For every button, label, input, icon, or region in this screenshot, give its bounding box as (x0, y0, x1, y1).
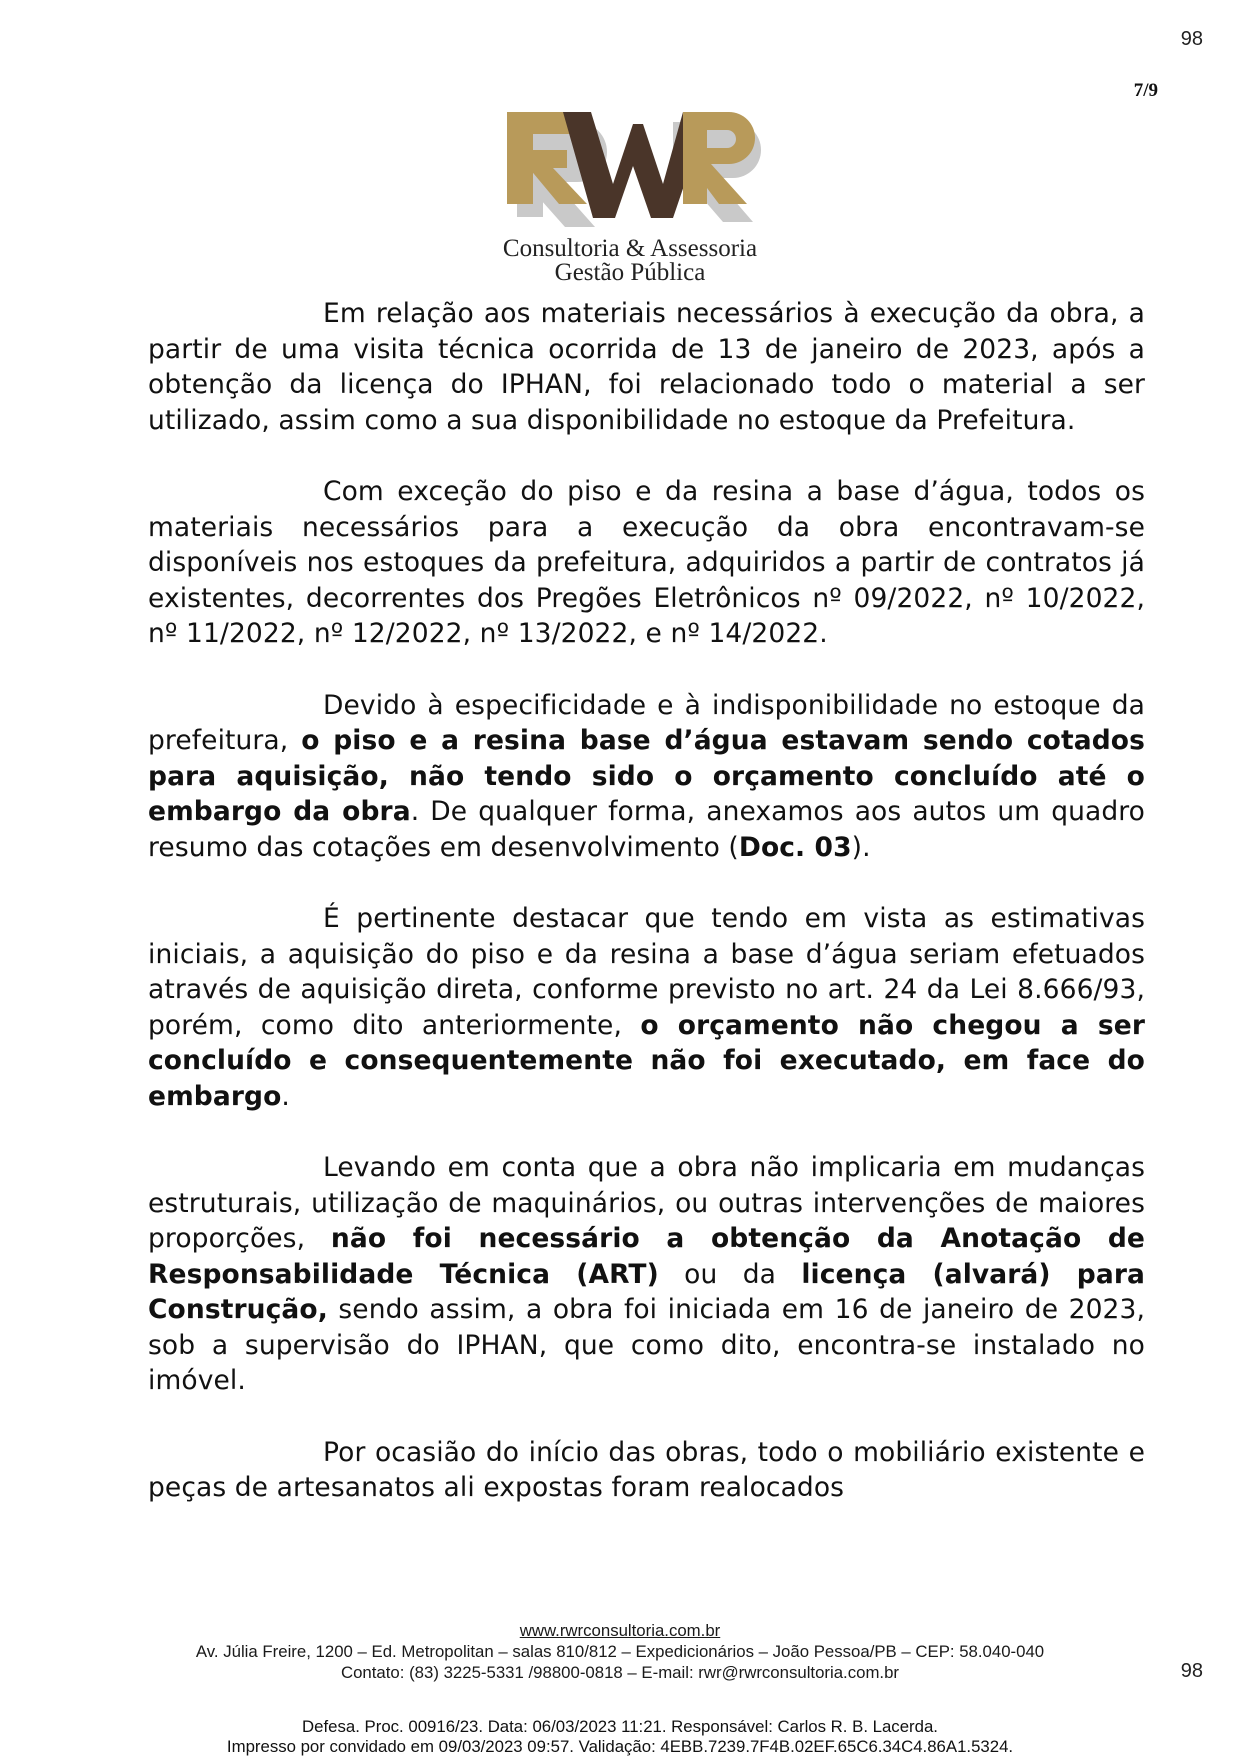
bold-text-segment: Doc. 03 (738, 831, 852, 863)
website-link[interactable]: www.rwrconsultoria.com.br (519, 1621, 721, 1640)
text-segment: . De qualquer forma, anexamos aos autos um quadro resumo das cotações em desenvolvimento ( (148, 796, 1145, 863)
text-segment: É pertinente destacar que tendo em vista as estimativas iniciais, a aquisição do piso e da resina a base d’água seriam efetuados através de aquisição direta, conforme previsto no art. 24 da Lei 8.666/93, porém, como dito anteriormente, (148, 903, 1145, 1041)
text-segment: Levando em conta que a obra não implicaria em mudanças estruturais, utilização de maquinários, ou outras intervenções de maiores proporções, (148, 1152, 1145, 1254)
page-counter: 7/9 (1133, 80, 1158, 101)
paragraph (148, 474, 1145, 652)
paragraph (148, 688, 1145, 866)
page-stamp-top: 98 (1180, 28, 1203, 50)
page-stamp-bottom: 98 (1180, 1660, 1203, 1682)
bold-text-segment: o orçamento não chegou a ser concluído e consequentemente não foi executado, em face do embargo (148, 1009, 1145, 1112)
company-logo (493, 100, 775, 230)
validation-line-2: Impresso por convidado em 09/03/2023 09:57. Validação: 4EBB.7239.7F4B.02EF.65C6.34C4.86A1.5324. (226, 1737, 1014, 1756)
letterhead-footer (120, 1620, 1120, 1683)
paragraph (148, 296, 1145, 438)
text-segment: Com exceção do piso e da resina a base d’água, todos os materiais necessários para a execução da obra encontravam-se disponíveis nos estoques da prefeitura, adquiridos a partir de contratos já existentes, decorrentes dos Pregões Eletrônicos nº 09/2022, nº 10/2022, nº 11/2022, nº 12/2022, nº 13/2022, e nº 14/2022. (148, 476, 1145, 649)
text-segment: . (281, 1080, 290, 1112)
paragraph (148, 901, 1145, 1114)
text-segment: ). (851, 831, 871, 863)
paragraph (148, 1435, 1145, 1506)
text-segment: ou da (658, 1258, 802, 1290)
text-segment: Devido à especificidade e à indisponibilidade no estoque da prefeitura, (148, 689, 1145, 756)
footer-address: Av. Júlia Freire, 1200 – Ed. Metropolitan – salas 810/812 – Expedicionários – João Pessoa/PB – CEP: 58.040-040 (195, 1642, 1045, 1661)
bold-text-segment: o piso e a resina base d’água estavam sendo cotados para aquisição, não tendo sido o orçamento concluído até o embargo da obra (148, 725, 1145, 827)
company-tagline (420, 237, 840, 285)
validation-stamp (100, 1717, 1140, 1757)
footer-contact: Contato: (83) 3225-5331 /98800-0818 – E-mail: rwr@rwrconsultoria.com.br (340, 1663, 900, 1682)
tagline-line-1: Consultoria & Assessoria (502, 235, 758, 262)
text-segment: Em relação aos materiais necessários à execução da obra, a partir de uma visita técnica ocorrida de 13 de janeiro de 2023, após a obtenção da licença do IPHAN, foi relacionado todo o material a ser utilizado, assim como a sua disponibilidade no estoque da Prefeitura. (148, 298, 1145, 436)
bold-text-segment: licença (alvará) para Construção, (148, 1258, 1145, 1325)
text-segment: Por ocasião do início das obras, todo o mobiliário existente e peças de artesanatos ali expostas foram realocados (148, 1436, 1145, 1503)
tagline-line-2: Gestão Pública (554, 259, 706, 286)
document-body (148, 296, 1145, 1542)
text-segment: sendo assim, a obra foi iniciada em 16 de janeiro de 2023, sob a supervisão do IPHAN, que como dito, encontra-se instalado no imóvel. (148, 1294, 1145, 1396)
validation-line-1: Defesa. Proc. 00916/23. Data: 06/03/2023 11:21. Responsável: Carlos R. B. Lacerda. (302, 1717, 938, 1736)
paragraph (148, 1150, 1145, 1399)
rwr-logo-graphic (493, 100, 775, 230)
bold-text-segment: não foi necessário a obtenção da Anotação de Responsabilidade Técnica (ART) (148, 1223, 1145, 1290)
